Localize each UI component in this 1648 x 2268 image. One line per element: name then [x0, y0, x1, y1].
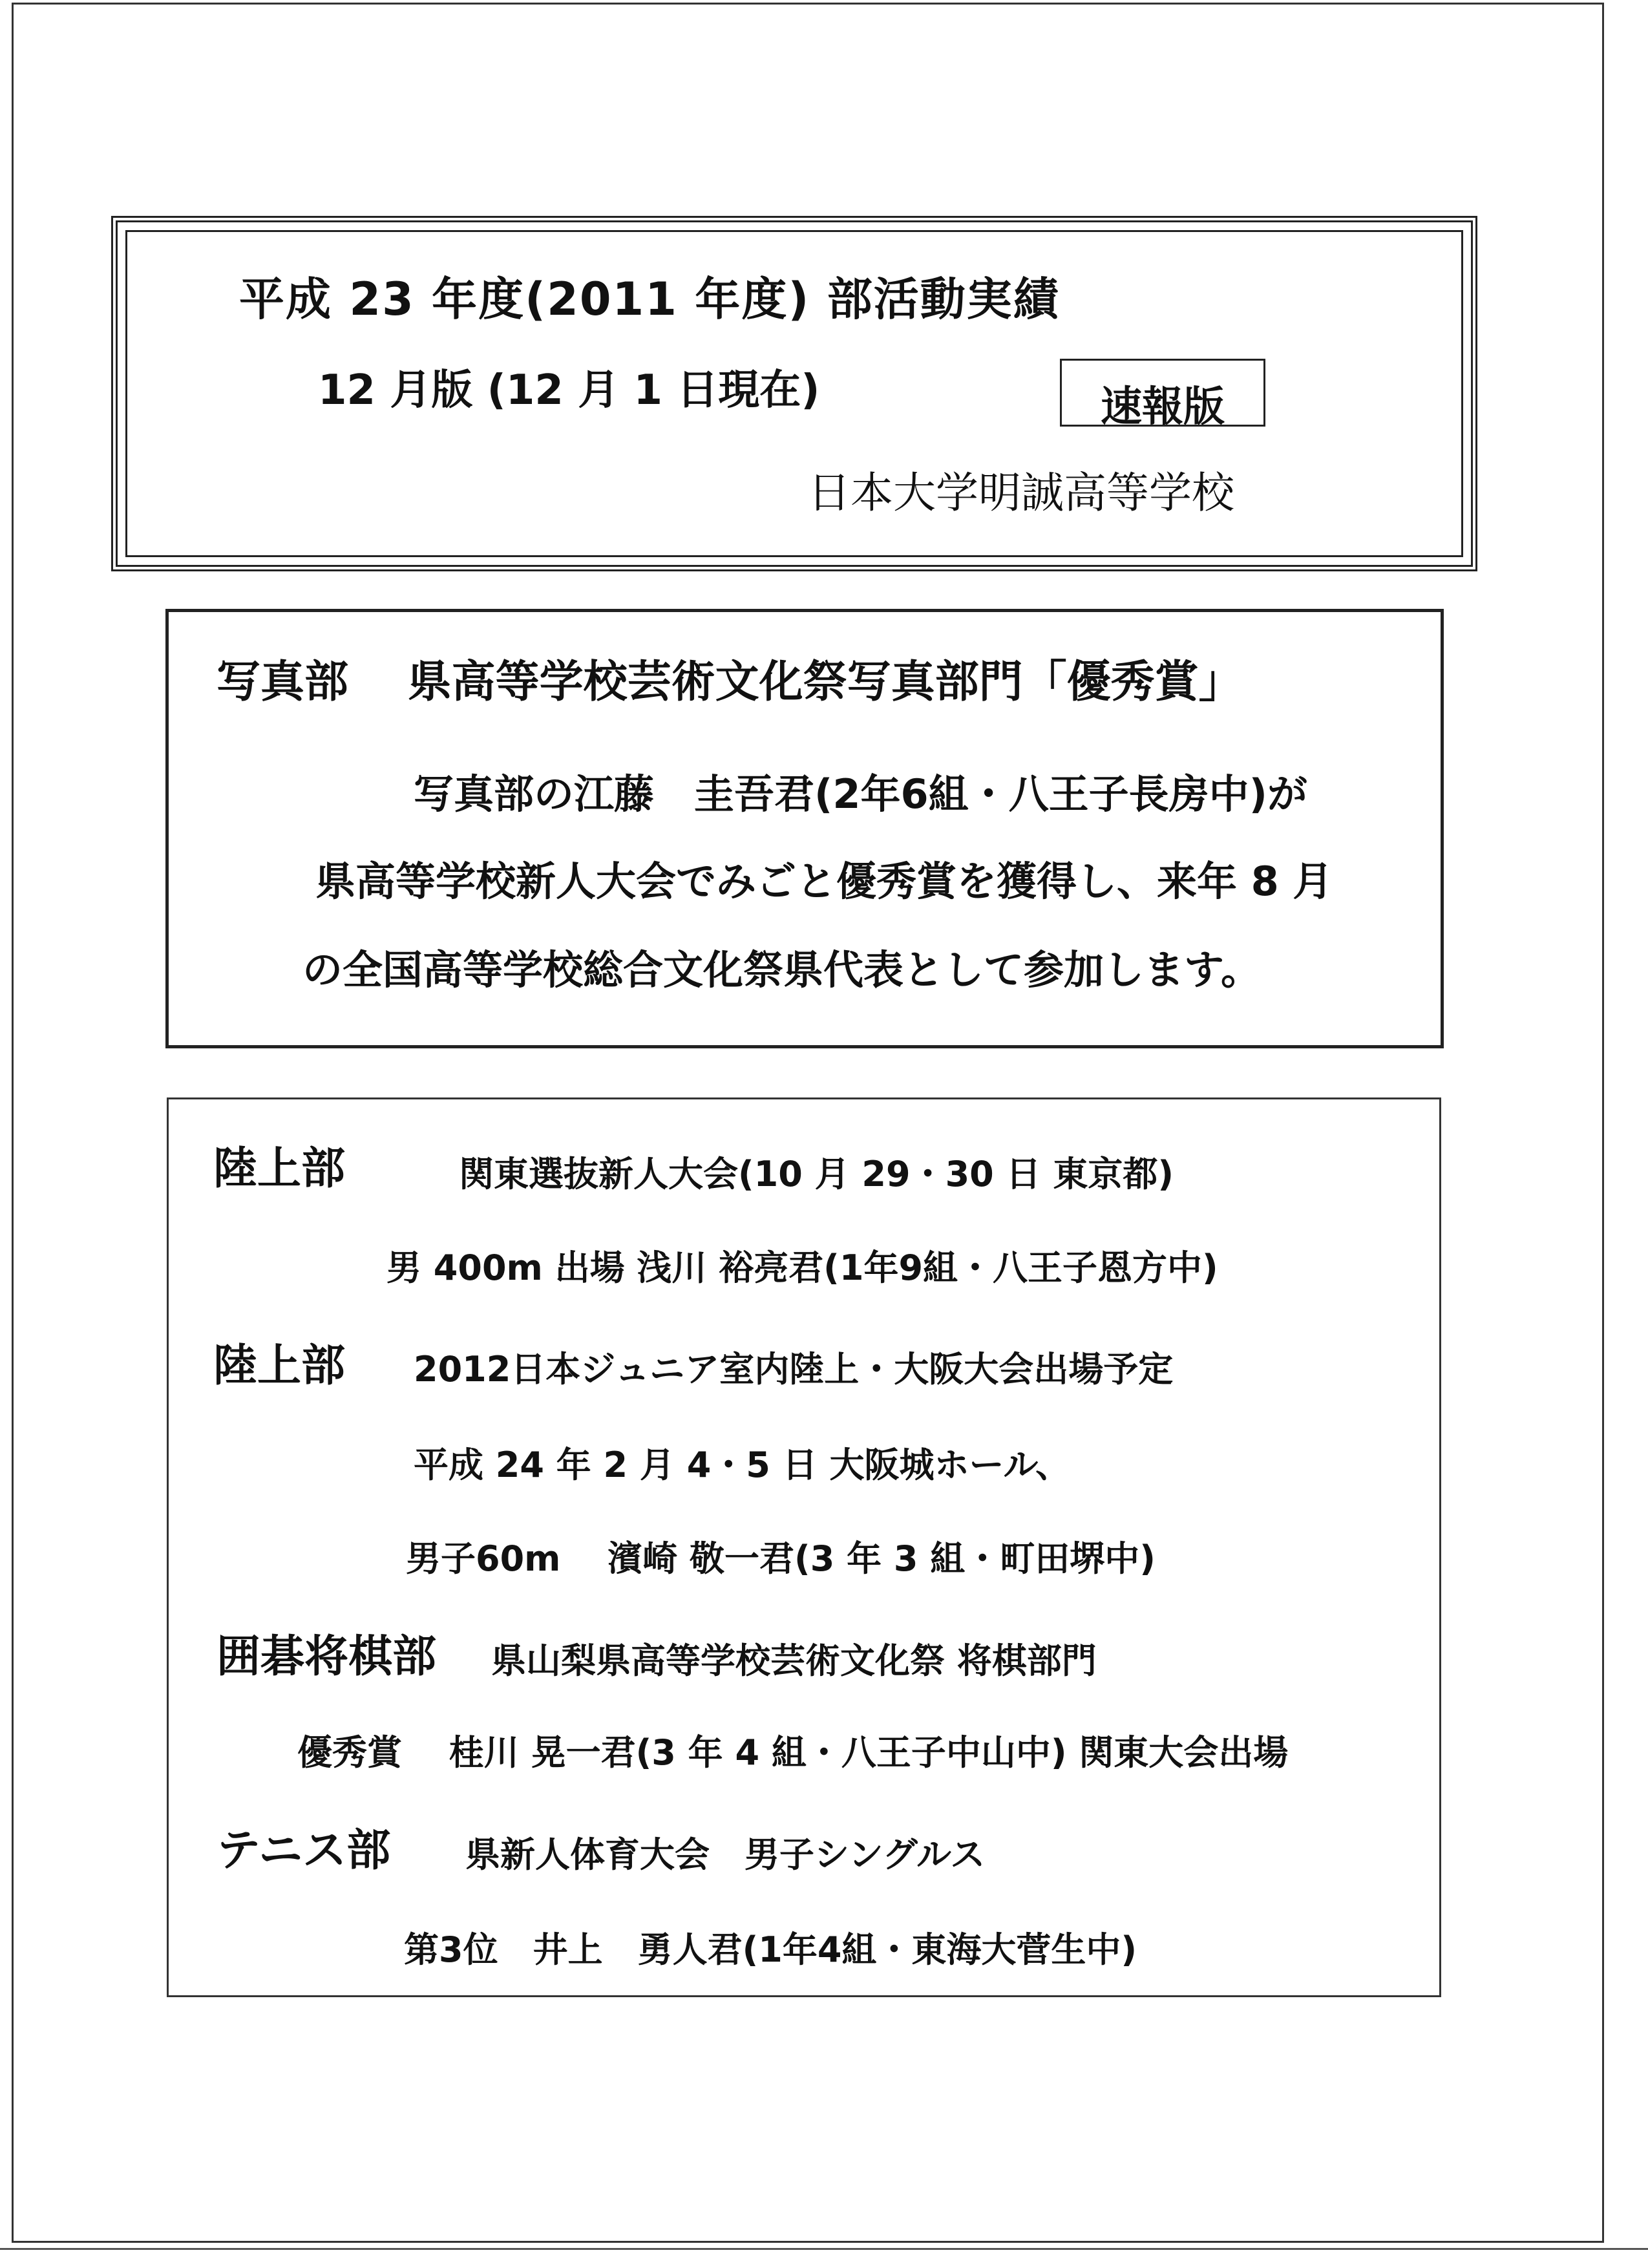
badge-label: 速報版 — [1101, 383, 1225, 431]
event-name: 県新人体育大会 男子シングルス — [465, 1834, 986, 1875]
club-name: 陸上部 — [213, 1143, 346, 1194]
bottom-rule — [0, 2248, 1648, 2250]
photo-club-line-1: 写真部の江藤 圭吾君(2年6組・八王子長房中)が — [414, 770, 1307, 818]
club-name: 陸上部 — [213, 1341, 346, 1392]
edition-subtitle: 12 月版 (12 月 1 日現在) — [318, 366, 820, 414]
club-name: テニス部 — [217, 1825, 391, 1876]
result-detail: 平成 24 年 2 月 4・5 日 大阪城ホール、 — [414, 1445, 1071, 1485]
event-name: 2012日本ジュニア室内陸上・大阪大会出場予定 — [414, 1349, 1174, 1390]
school-name: 日本大学明誠高等学校 — [808, 468, 1234, 518]
event-name: 県山梨県高等学校芸術文化祭 将棋部門 — [491, 1640, 1097, 1681]
result-detail: 男子60m 濱崎 敬一君(3 年 3 組・町田堺中) — [406, 1538, 1156, 1579]
photo-club-line-2: 県高等学校新人大会でみごと優秀賞を獲得し、来年 8 月 — [315, 858, 1333, 905]
result-detail: 男 400m 出場 浅川 裕亮君(1年9組・八王子恩方中) — [386, 1247, 1218, 1288]
preliminary-badge — [1060, 359, 1265, 431]
event-name: 関東選抜新人大会(10 月 29・30 日 東京都) — [459, 1154, 1174, 1194]
document-title: 平成 23 年度(2011 年度) 部活動実績 — [239, 273, 1060, 326]
photo-club-heading: 写真部 県高等学校芸術文化祭写真部門「優秀賞」 — [217, 657, 1243, 708]
result-detail: 第3位 井上 勇人君(1年4組・東海大菅生中) — [404, 1929, 1137, 1970]
result-detail: 優秀賞 桂川 晃一君(3 年 4 組・八王子中山中) 関東大会出場 — [297, 1732, 1289, 1773]
club-name: 囲碁将棋部 — [217, 1631, 437, 1682]
photo-club-line-3: の全国高等学校総合文化祭県代表として参加します。 — [302, 946, 1262, 993]
